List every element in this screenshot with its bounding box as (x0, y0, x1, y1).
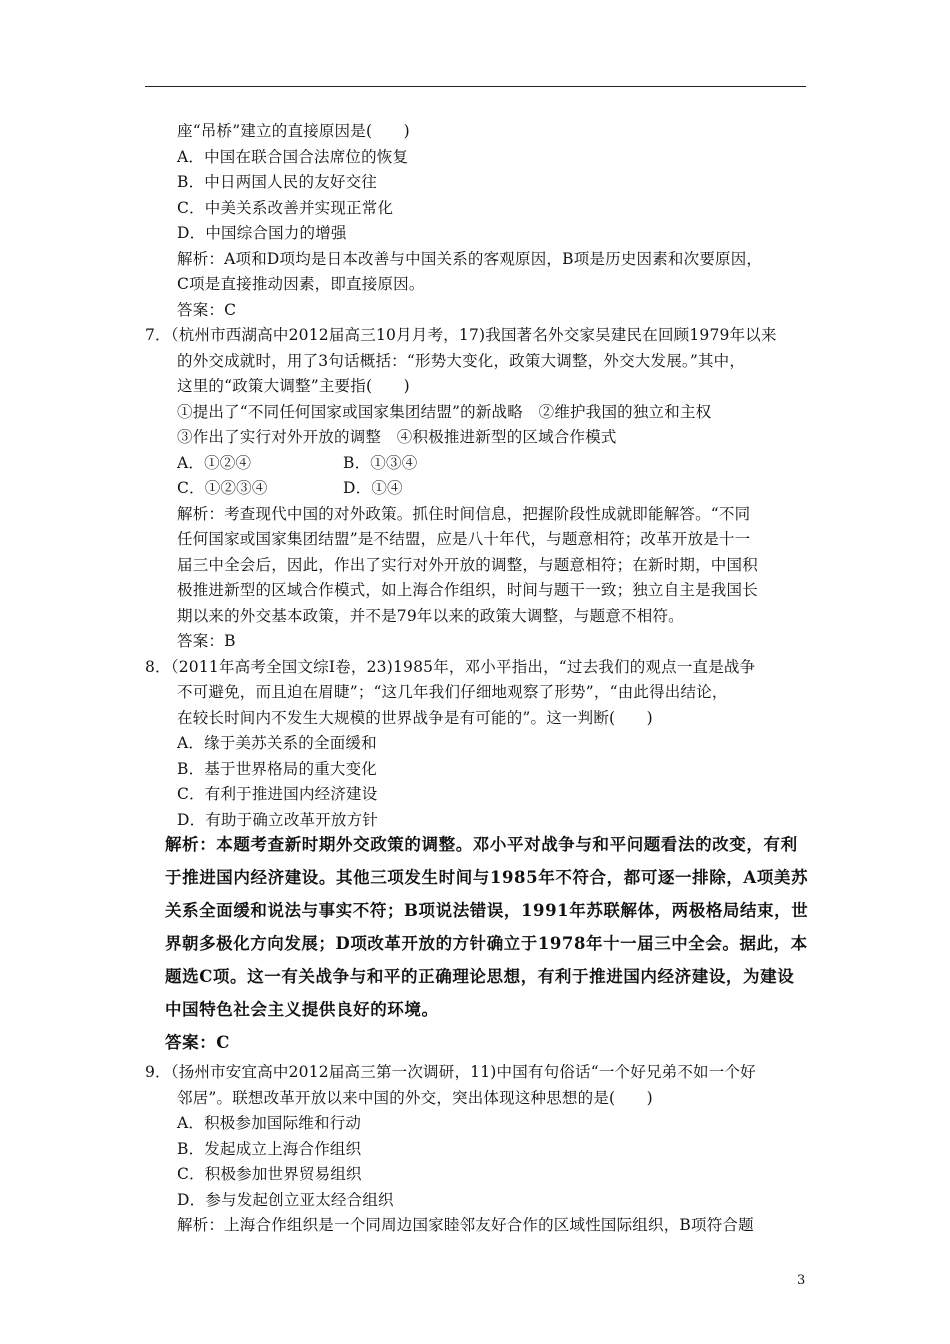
q7-analysis: 极推进新型的区域合作模式，如上海合作组织，时间与题干一致；独立自主是我国长 (177, 581, 758, 599)
q9-option-d: D．参与发起创立亚太经合组织 (177, 1191, 394, 1209)
q7-stem: 的外交成就时，用了3句话概括：“形势大变化，政策大调整，外交大发展。”其中， (177, 352, 746, 370)
q8-stem: 不可避免，而且迫在眉睫”；“这几年我们仔细地观察了形势”，“由此得出结论， (177, 683, 728, 701)
q8-option-b: B．基于世界格局的重大变化 (177, 760, 377, 778)
q7-answer: 答案：B (177, 632, 236, 650)
q7-item: ①提出了“不同任何国家或国家集团结盟”的新战略 ②维护我国的独立和主权 (177, 403, 712, 421)
q9-option-c: C．积极参加世界贸易组织 (177, 1165, 362, 1183)
q8-answer: 答案：C (165, 1033, 231, 1052)
q9-analysis: 解析：上海合作组织是一个同周边国家睦邻友好合作的区域性国际组织，B项符合题 (177, 1216, 754, 1234)
q6-answer: 答案：C (177, 301, 237, 319)
q9-option-a: A．积极参加国际维和行动 (177, 1114, 362, 1132)
q7-option-d: D．①④ (343, 479, 403, 497)
q9-stem: 邻居”。联想改革开放以来中国的外交，突出体现这种思想的是( ) (177, 1089, 653, 1107)
q9-option-b: B．发起成立上海合作组织 (177, 1140, 362, 1158)
q7-analysis: 解析：考查现代中国的对外政策。抓住时间信息，把握阶段性成就即能解答。“不同 (177, 505, 751, 523)
q7-option-b: B．①③④ (343, 454, 418, 472)
q8-stem: 8．（2011年高考全国文综Ⅰ卷，23)1985年，邓小平指出，“过去我们的观点一直是战争 (145, 658, 756, 676)
q8-analysis: 关系全面缓和说法与事实不符；B项说法错误，1991年苏联解体，两极格局结束，世 (165, 901, 809, 920)
q7-option-a: A．①②④ (177, 454, 252, 472)
q8-option-d: D．有助于确立改革开放方针 (177, 811, 379, 829)
page-number: 3 (797, 1273, 806, 1288)
q7-stem: 7．（杭州市西湖高中2012届高三10月月考，17)我国著名外交家吴建民在回顾1979年以来 (145, 326, 777, 344)
q8-analysis: 题选C项。这一有关战争与和平的正确理论思想，有利于推进国内经济建设，为建设 (165, 967, 795, 986)
q8-stem: 在较长时间内不发生大规模的世界战争是有可能的”。这一判断( ) (177, 709, 653, 727)
q8-option-c: C．有利于推进国内经济建设 (177, 785, 378, 803)
q9-stem: 9．（扬州市安宜高中2012届高三第一次调研，11)中国有句俗话“一个好兄弟不如一个好 (145, 1063, 756, 1081)
q7-analysis: 任何国家或国家集团结盟”是不结盟，应是八十年代，与题意相符；改革开放是十一 (177, 530, 751, 548)
q6-stem: 座“吊桥”建立的直接原因是( ) (177, 122, 410, 140)
q6-analysis: C项是直接推动因素，即直接原因。 (177, 275, 425, 293)
q8-option-a: A．缘于美苏关系的全面缓和 (177, 734, 377, 752)
q6-option-a: A．中国在联合国合法席位的恢复 (177, 148, 409, 166)
q7-item: ③作出了实行对外开放的调整 ④积极推进新型的区域合作模式 (177, 428, 617, 446)
q7-option-c: C．①②③④ (177, 479, 268, 497)
q7-analysis: 期以来的外交基本政策，并不是79年以来的政策大调整，与题意不相符。 (177, 607, 684, 625)
q7-stem: 这里的“政策大调整”主要指( ) (177, 377, 410, 395)
q6-analysis: 解析：A项和D项均是日本改善与中国关系的客观原因，B项是历史因素和次要原因， (177, 250, 763, 268)
q8-analysis: 界朝多极化方向发展；D项改革开放的方针确立于1978年十一届三中全会。据此，本 (165, 934, 808, 953)
q8-analysis: 解析：本题考查新时期外交政策的调整。邓小平对战争与和平问题看法的改变，有利 (165, 835, 798, 854)
q6-option-b: B．中日两国人民的友好交往 (177, 173, 377, 191)
q7-analysis: 届三中全会后，因此，作出了实行对外开放的调整，与题意相符；在新时期，中国积 (177, 556, 758, 574)
q8-analysis: 于推进国内经济建设。其他三项发生时间与1985年不符合，都可逐一排除，A项美苏 (165, 868, 809, 887)
q6-option-d: D．中国综合国力的增强 (177, 224, 347, 242)
header-rule (145, 86, 806, 87)
q6-option-c: C．中美关系改善并实现正常化 (177, 199, 394, 217)
q8-analysis: 中国特色社会主义提供良好的环境。 (165, 1000, 439, 1019)
